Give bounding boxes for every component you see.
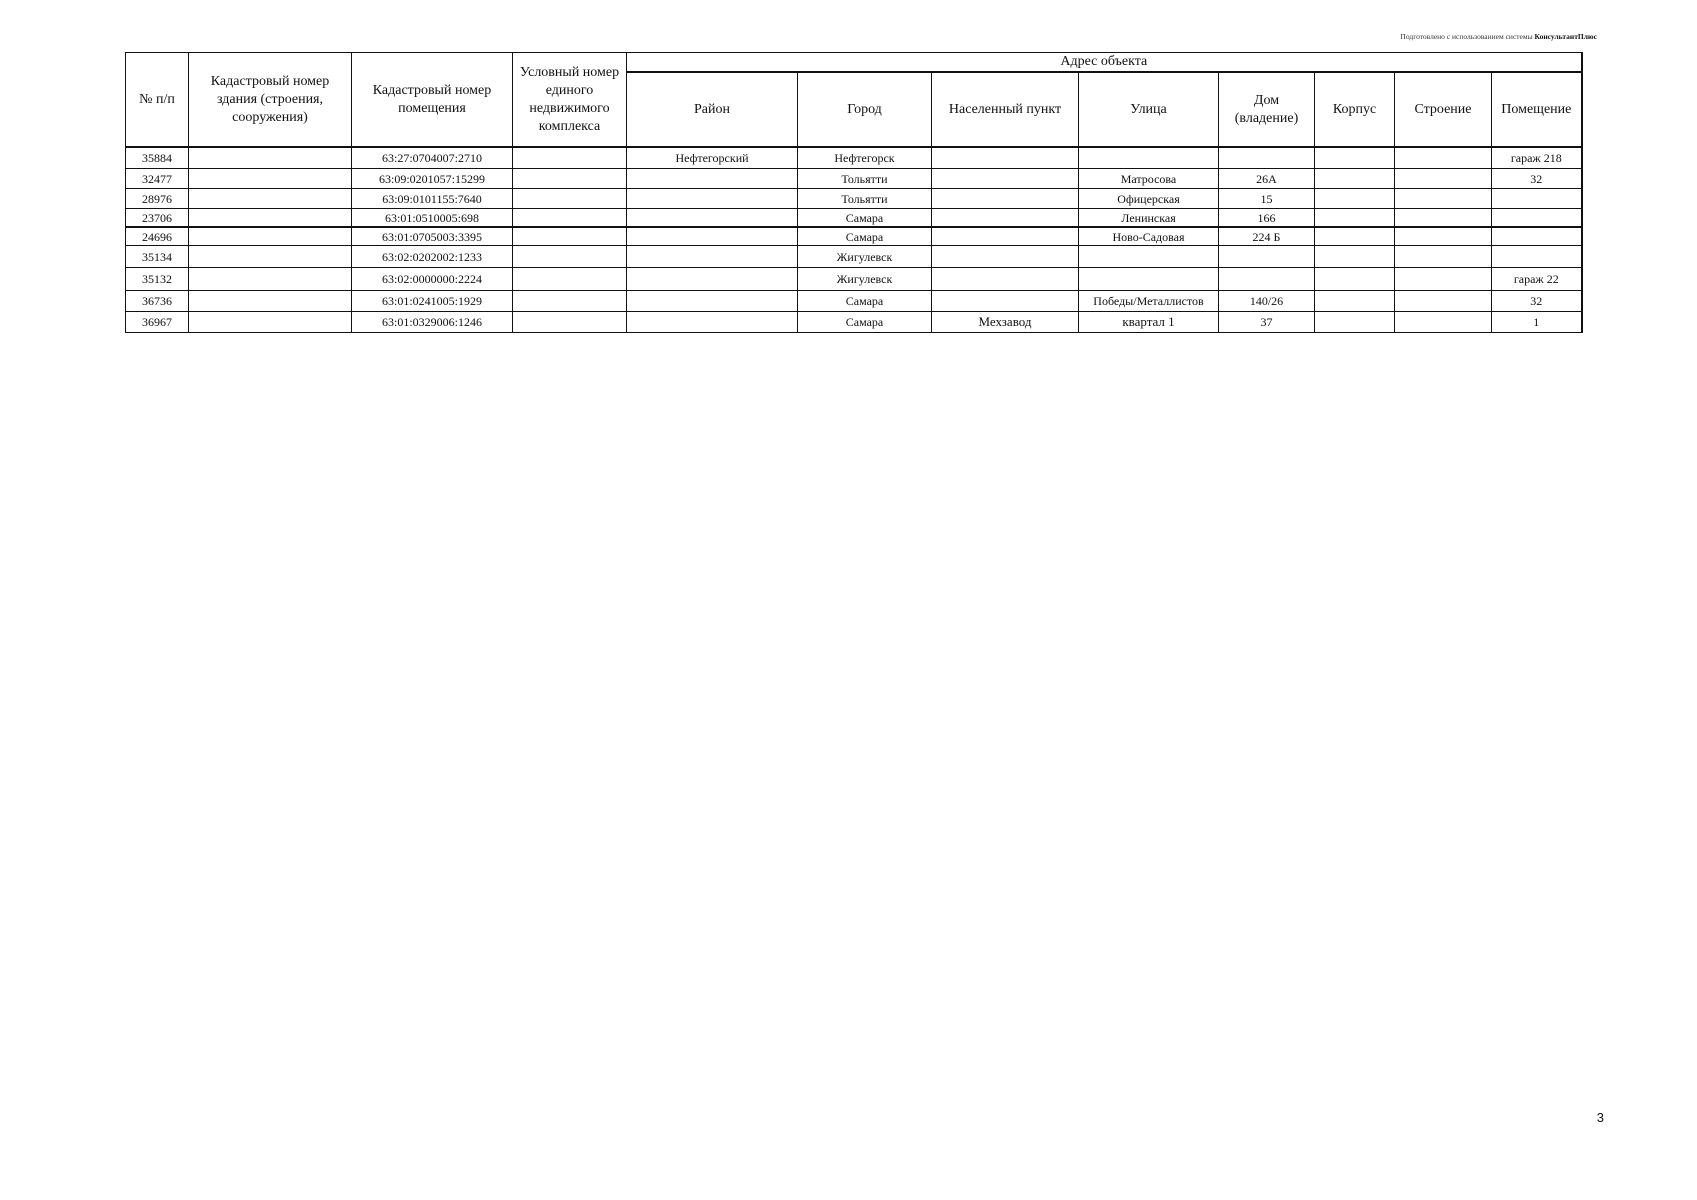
table-row [126, 169, 1582, 189]
cell-district [627, 189, 798, 209]
cell-premises-cadastral: 63:01:0329006:1246 [352, 312, 513, 333]
prepared-with-prefix: Подготовлено с использованием системы [1400, 32, 1533, 41]
cell-complex-conditional [513, 291, 627, 312]
cell-structure [1395, 169, 1492, 189]
cell-premises-cadastral: 63:09:0201057:15299 [352, 169, 513, 189]
cell-premises: 32 [1492, 291, 1582, 312]
prepared-with-brand: КонсультантПлюс [1534, 32, 1597, 41]
cell-complex-conditional [513, 312, 627, 333]
cell-premises: гараж 22 [1492, 268, 1582, 291]
col-header-address-group: Адрес объекта [627, 53, 1582, 73]
cell-district [627, 169, 798, 189]
cell-premises-cadastral: 63:09:0101155:7640 [352, 189, 513, 209]
cell-building-cadastral [189, 312, 352, 333]
cell-structure [1395, 209, 1492, 228]
col-header-street: Улица [1079, 72, 1219, 147]
cell-structure [1395, 227, 1492, 246]
cell-city: Самара [798, 227, 932, 246]
cell-num: 28976 [126, 189, 189, 209]
cell-premises [1492, 227, 1582, 246]
cell-street: Ленинская [1079, 209, 1219, 228]
cell-building-cadastral [189, 291, 352, 312]
cell-house: 166 [1219, 209, 1315, 228]
page-number: 3 [1596, 1110, 1604, 1125]
cell-house: 224 Б [1219, 227, 1315, 246]
cell-complex-conditional [513, 246, 627, 268]
cell-building-cadastral [189, 227, 352, 246]
cell-num: 23706 [126, 209, 189, 228]
cell-house [1219, 147, 1315, 169]
col-header-settlement: Населенный пункт [932, 72, 1079, 147]
cell-premises [1492, 189, 1582, 209]
cell-city: Самара [798, 312, 932, 333]
cell-street: Ново-Садовая [1079, 227, 1219, 246]
cell-complex-conditional [513, 147, 627, 169]
cell-district [627, 209, 798, 228]
cell-building-cadastral [189, 189, 352, 209]
cell-premises-cadastral: 63:01:0705003:3395 [352, 227, 513, 246]
table-row [126, 189, 1582, 209]
cell-house [1219, 268, 1315, 291]
cell-premises-cadastral: 63:01:0241005:1929 [352, 291, 513, 312]
cell-building [1315, 246, 1395, 268]
cell-premises-cadastral: 63:01:0510005:698 [352, 209, 513, 228]
cell-building-cadastral [189, 209, 352, 228]
cell-complex-conditional [513, 268, 627, 291]
cell-settlement [932, 268, 1079, 291]
cell-settlement [932, 209, 1079, 228]
cell-building-cadastral [189, 169, 352, 189]
cell-building-cadastral [189, 147, 352, 169]
cell-building [1315, 147, 1395, 169]
table-row [126, 246, 1582, 268]
col-header-building: Корпус [1315, 72, 1395, 147]
cell-num: 35134 [126, 246, 189, 268]
cell-num: 24696 [126, 227, 189, 246]
cadastral-register-table [125, 52, 1583, 333]
cell-house: 37 [1219, 312, 1315, 333]
cell-house [1219, 246, 1315, 268]
table-row [126, 227, 1582, 246]
table-header [126, 53, 1582, 148]
cell-building [1315, 169, 1395, 189]
cell-district [627, 246, 798, 268]
cell-district [627, 227, 798, 246]
col-header-premises-cadastral: Кадастровый номер помещения [352, 53, 513, 148]
col-header-premises: Помещение [1492, 72, 1582, 147]
cell-num: 32477 [126, 169, 189, 189]
cell-structure [1395, 312, 1492, 333]
cell-premises: 32 [1492, 169, 1582, 189]
cell-premises-cadastral: 63:02:0202002:1233 [352, 246, 513, 268]
cell-house: 26А [1219, 169, 1315, 189]
cell-structure [1395, 291, 1492, 312]
cell-street [1079, 268, 1219, 291]
table-body [126, 147, 1582, 333]
cell-building-cadastral [189, 246, 352, 268]
col-header-structure: Строение [1395, 72, 1492, 147]
cell-complex-conditional [513, 209, 627, 228]
col-header-complex-conditional: Условный номер единого недвижимого комплекса [513, 53, 627, 148]
cell-premises-cadastral: 63:02:0000000:2224 [352, 268, 513, 291]
cell-structure [1395, 268, 1492, 291]
table-row [126, 209, 1582, 228]
cell-num: 35132 [126, 268, 189, 291]
cell-premises [1492, 246, 1582, 268]
cell-settlement [932, 147, 1079, 169]
cell-building-cadastral [189, 268, 352, 291]
cell-district [627, 291, 798, 312]
table-row [126, 291, 1582, 312]
cell-building [1315, 312, 1395, 333]
cell-building [1315, 268, 1395, 291]
cell-structure [1395, 189, 1492, 209]
cell-building [1315, 209, 1395, 228]
cell-street [1079, 147, 1219, 169]
col-header-city: Город [798, 72, 932, 147]
cell-city: Жигулевск [798, 246, 932, 268]
cell-house: 15 [1219, 189, 1315, 209]
cell-settlement [932, 291, 1079, 312]
cell-structure [1395, 147, 1492, 169]
cell-district: Нефтегорский [627, 147, 798, 169]
cell-city: Тольятти [798, 169, 932, 189]
cell-num: 35884 [126, 147, 189, 169]
cell-settlement [932, 169, 1079, 189]
cell-num: 36736 [126, 291, 189, 312]
cell-complex-conditional [513, 169, 627, 189]
col-header-district: Район [627, 72, 798, 147]
cell-structure [1395, 246, 1492, 268]
col-header-house: Дом (владение) [1219, 72, 1315, 147]
cell-city: Жигулевск [798, 268, 932, 291]
cell-complex-conditional [513, 227, 627, 246]
col-header-num: № п/п [126, 53, 189, 148]
cell-settlement: Мехзавод [932, 312, 1079, 333]
prepared-with-note [1400, 32, 1597, 41]
cell-premises: гараж 218 [1492, 147, 1582, 169]
cell-settlement [932, 227, 1079, 246]
cell-settlement [932, 189, 1079, 209]
cell-district [627, 268, 798, 291]
table-row [126, 312, 1582, 333]
col-header-building-cadastral: Кадастровый номер здания (строения, сооружения) [189, 53, 352, 148]
cell-complex-conditional [513, 189, 627, 209]
cell-district [627, 312, 798, 333]
table-row [126, 268, 1582, 291]
cell-num: 36967 [126, 312, 189, 333]
cell-city: Самара [798, 209, 932, 228]
cell-street: квартал 1 [1079, 312, 1219, 333]
cell-house: 140/26 [1219, 291, 1315, 312]
cell-city: Тольятти [798, 189, 932, 209]
cell-building [1315, 291, 1395, 312]
cell-premises: 1 [1492, 312, 1582, 333]
cell-building [1315, 189, 1395, 209]
cell-city: Самара [798, 291, 932, 312]
cell-street: Матросова [1079, 169, 1219, 189]
cell-building [1315, 227, 1395, 246]
cell-premises [1492, 209, 1582, 228]
cell-street: Победы/Металлистов [1079, 291, 1219, 312]
cell-street: Офицерская [1079, 189, 1219, 209]
table-row [126, 147, 1582, 169]
cell-street [1079, 246, 1219, 268]
cell-premises-cadastral: 63:27:0704007:2710 [352, 147, 513, 169]
cell-city: Нефтегорск [798, 147, 932, 169]
cell-settlement [932, 246, 1079, 268]
